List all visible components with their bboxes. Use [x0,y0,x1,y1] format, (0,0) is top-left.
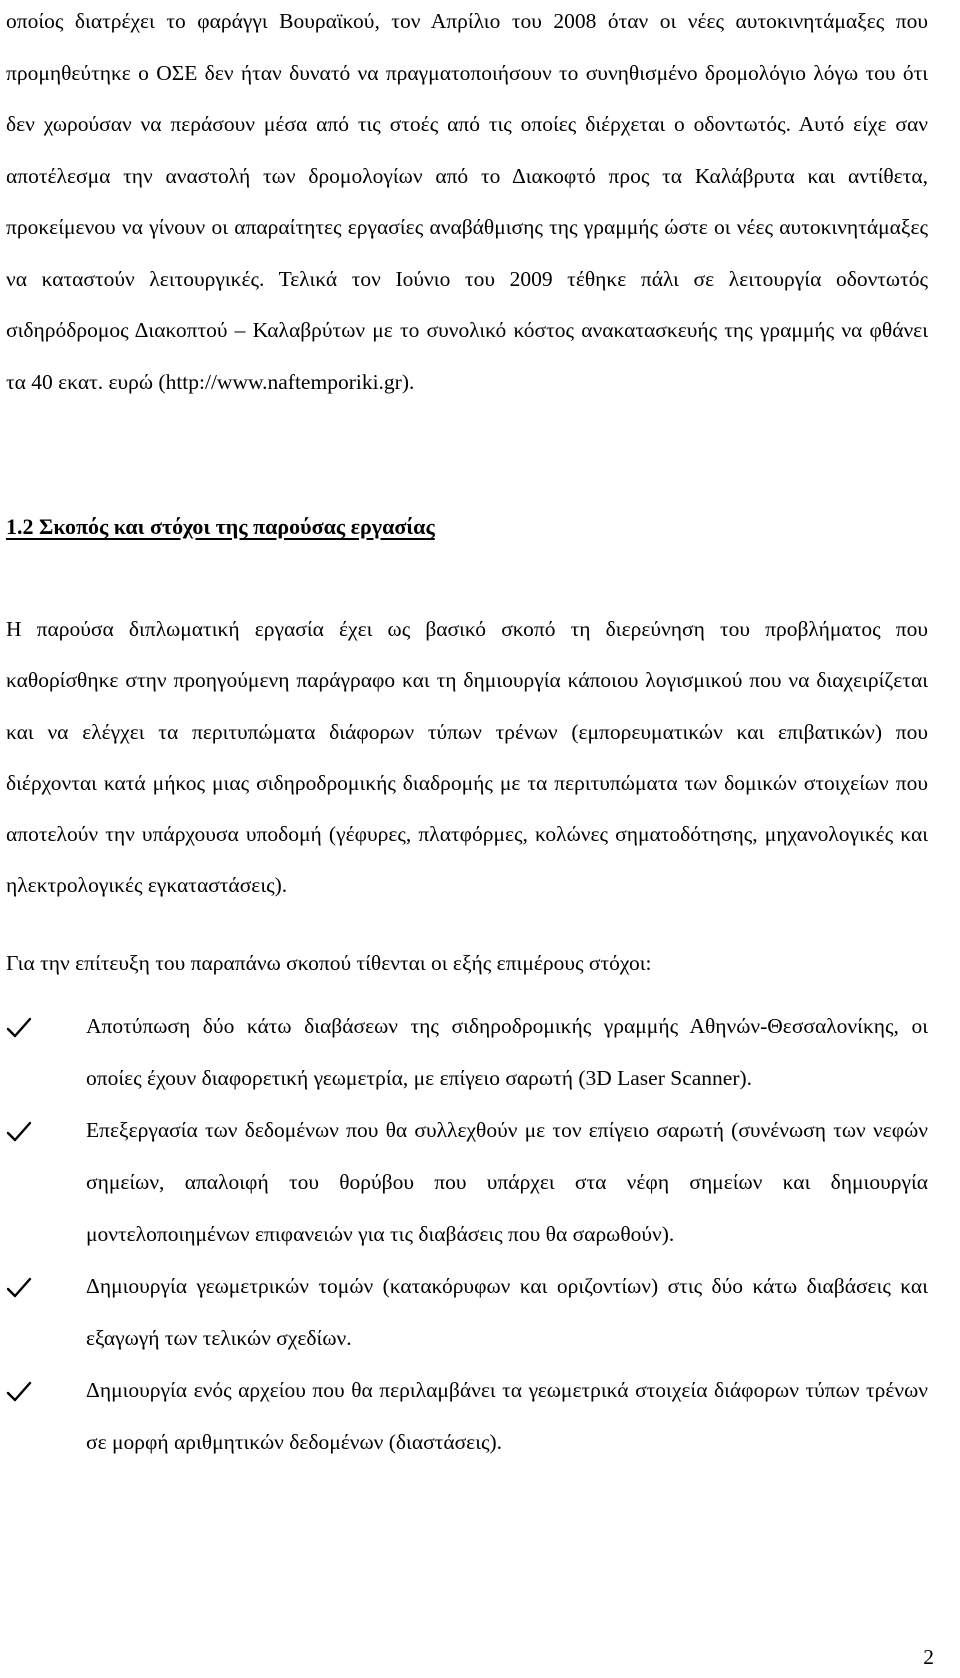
list-item [6,1104,928,1260]
checkmark-icon [6,1121,32,1143]
list-item [6,1260,928,1364]
list-item [6,1364,928,1468]
checkmark-icon [6,1017,32,1039]
checkmark-icon [6,1381,32,1403]
paragraph-main: Η παρούσα διπλωματική εργασία έχει ως βασικό σκοπό τη διερεύνηση του προβλήματος που καθορίσθηκε στην προηγούμενη παράγραφο και τη δημιουργία κάποιου λογισμικού που να διαχειρίζεται και να ελέγχει τα περιτυπώματα διάφορων τύπων τρένων (εμπορευματικών και επιβατικών) που διέρχονται κατά μήκος μιας σιδηροδρομικής διαδρομής με τα περιτυπώματα των δομικών στοιχείων που αποτελούν την υπάρχουσα υποδομή (γέφυρες, πλατφόρμες, κολώνες σηματοδότησης, μηχανολογικές και ηλεκτρολογικές εγκαταστάσεις). [6,617,928,898]
goal-text: Αποτύπωση δύο κάτω διαβάσεων της σιδηροδρομικής γραμμής Αθηνών-Θεσσαλονίκης, οι οποίες έχουν διαφορετική γεωμετρία, με επίγειο σαρωτή (3D Laser Scanner). [86,1014,928,1090]
section-heading: 1.2 Σκοπός και στόχοι της παρούσας εργασίας [6,514,435,539]
goal-text: Επεξεργασία των δεδομένων που θα συλλεχθούν με τον επίγειο σαρωτή (συνένωση των νεφών σημείων, απαλοιφή του θορύβου που υπάρχει στα νέφη σημείων και δημιουργία μοντελοποιημένων επιφανειών για τις διαβάσεις που θα σαρωθούν). [86,1118,928,1246]
paragraph-top: οποίος διατρέχει το φαράγγι Βουραϊκού, τον Απρίλιο του 2008 όταν οι νέες αυτοκινητάμαξες που προμηθεύτηκε ο ΟΣΕ δεν ήταν δυνατό να πραγματοποιήσουν το συνηθισμένο δρομολόγιο λόγω του ότι δεν χωρούσαν να περάσουν μέσα από τις στοές από τις οποίες διέρχεται ο οδοντωτός. Αυτό είχε σαν αποτέλεσμα την αναστολή των δρομολογίων από το Διακοφτό προς τα Καλάβρυτα και αντίθετα, προκείμενου να γίνουν οι απαραίτητες εργασίες αναβάθμισης της γραμμής ώστε οι νέες αυτοκινητάμαξες να καταστούν λειτουργικές. Τελικά τον Ιούνιο του 2009 τέθηκε πάλι σε λειτουργία οδοντωτός σιδηρόδρομος Διακοπτού – Καλαβρύτων με το συνολικό κόστος ανακατασκευής της γραμμής να φθάνει τα 40 εκατ. ευρώ (http://www.naftemporiki.gr). [6,9,928,394]
goal-text: Δημιουργία γεωμετρικών τομών (κατακόρυφων και οριζοντίων) στις δύο κάτω διαβάσεις και εξαγωγή των τελικών σχεδίων. [86,1274,928,1350]
goals-intro: Για την επίτευξη του παραπάνω σκοπού τίθενται οι εξής επιμέρους στόχοι: [6,951,652,975]
page-number: 2 [923,1645,934,1669]
checkmark-icon [6,1277,32,1299]
goals-list [6,1000,928,1468]
list-item [6,1000,928,1104]
goal-text: Δημιουργία ενός αρχείου που θα περιλαμβάνει τα γεωμετρικά στοιχεία διάφορων τύπων τρένων σε μορφή αριθμητικών δεδομένων (διαστάσεις). [86,1378,928,1454]
